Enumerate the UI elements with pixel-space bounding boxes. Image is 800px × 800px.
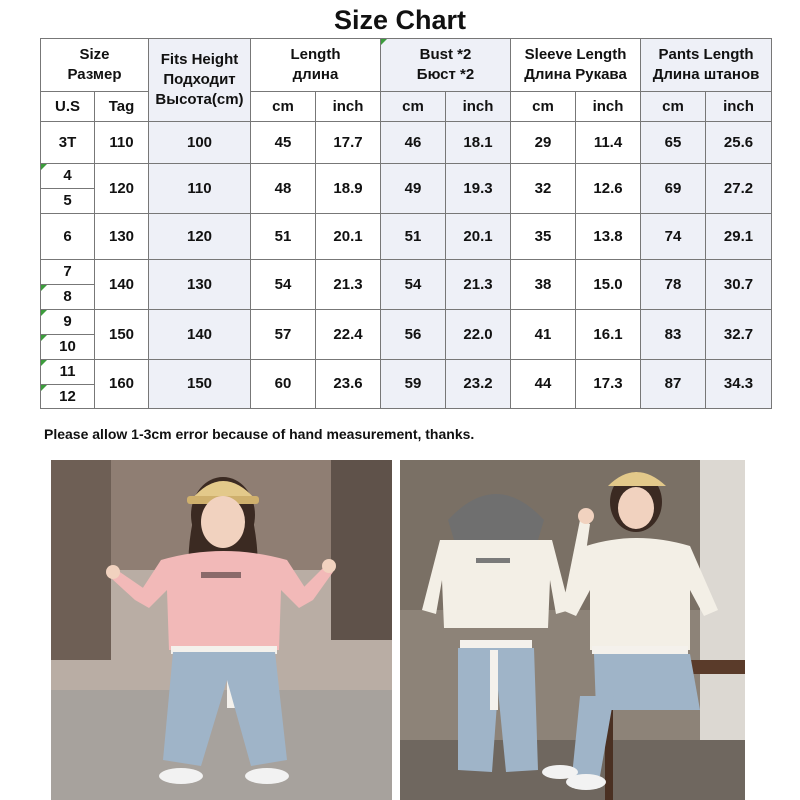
header-size-en: Size <box>79 46 110 63</box>
cell-length-cm: 51 <box>251 214 316 260</box>
header-pants-en: Pants Length <box>658 46 754 63</box>
header-sleeve <box>511 39 641 92</box>
header-sleeve-en: Sleeve Length <box>524 46 627 63</box>
cell-height: 100 <box>149 122 251 164</box>
header-fits-height-en: Fits Height <box>160 51 239 68</box>
table-row <box>41 214 772 260</box>
cell-pants-inch: 27.2 <box>706 164 772 214</box>
cell-marker <box>41 310 47 316</box>
page-title: Size Chart <box>333 5 467 35</box>
cell-height: 130 <box>149 260 251 310</box>
cell-us: 9 <box>41 310 95 335</box>
header-bust-ru: Бюст *2 <box>416 66 475 83</box>
cell-bust-inch: 19.3 <box>446 164 511 214</box>
header-pants-inch: inch <box>706 92 772 122</box>
cell-pants-cm: 83 <box>641 310 706 360</box>
cell-length-inch: 17.7 <box>316 122 381 164</box>
header-size-ru: Размер <box>67 66 122 83</box>
cell-tag: 120 <box>95 164 149 214</box>
header-size <box>41 39 149 92</box>
size-chart-table <box>40 38 772 409</box>
cell-bust-cm: 49 <box>381 164 446 214</box>
cell-marker <box>41 360 47 366</box>
cell-pants-inch: 25.6 <box>706 122 772 164</box>
cell-pants-inch: 32.7 <box>706 310 772 360</box>
table-row <box>41 164 772 189</box>
table-row <box>41 310 772 335</box>
cell-us: 4 <box>41 164 95 189</box>
cell-marker <box>41 385 47 391</box>
cell-us: 3T <box>41 122 95 164</box>
cell-height: 110 <box>149 164 251 214</box>
cell-length-cm: 54 <box>251 260 316 310</box>
cell-length-inch: 22.4 <box>316 310 381 360</box>
cell-bust-cm: 59 <box>381 360 446 409</box>
photo-white-hoodie-illustration <box>400 460 745 800</box>
header-sleeve-ru: Длина Рукава <box>524 66 627 83</box>
cell-length-cm: 48 <box>251 164 316 214</box>
header-fits-height-ru: Подходит <box>163 71 236 88</box>
cell-sleeve-cm: 35 <box>511 214 576 260</box>
cell-us: 12 <box>41 385 95 409</box>
cell-height: 140 <box>149 310 251 360</box>
cell-sleeve-inch: 12.6 <box>576 164 641 214</box>
cell-us: 5 <box>41 189 95 214</box>
cell-length-cm: 57 <box>251 310 316 360</box>
header-us: U.S <box>41 92 95 122</box>
cell-bust-inch: 22.0 <box>446 310 511 360</box>
cell-pants-inch: 34.3 <box>706 360 772 409</box>
photo-pink-hoodie-illustration <box>51 460 392 800</box>
cell-pants-cm: 74 <box>641 214 706 260</box>
cell-us: 11 <box>41 360 95 385</box>
cell-us: 10 <box>41 335 95 360</box>
product-photo-pink-hoodie <box>51 460 392 800</box>
header-pants-cm: cm <box>641 92 706 122</box>
cell-tag: 140 <box>95 260 149 310</box>
cell-marker <box>41 164 47 170</box>
cell-length-cm: 45 <box>251 122 316 164</box>
table-row <box>41 360 772 385</box>
cell-bust-inch: 21.3 <box>446 260 511 310</box>
cell-sleeve-cm: 32 <box>511 164 576 214</box>
cell-pants-cm: 69 <box>641 164 706 214</box>
cell-sleeve-cm: 38 <box>511 260 576 310</box>
header-sleeve-inch: inch <box>576 92 641 122</box>
header-length-cm: cm <box>251 92 316 122</box>
cell-bust-cm: 46 <box>381 122 446 164</box>
cell-sleeve-inch: 17.3 <box>576 360 641 409</box>
cell-bust-inch: 20.1 <box>446 214 511 260</box>
cell-tag: 130 <box>95 214 149 260</box>
cell-bust-cm: 51 <box>381 214 446 260</box>
header-length <box>251 39 381 92</box>
cell-bust-inch: 23.2 <box>446 360 511 409</box>
cell-sleeve-cm: 44 <box>511 360 576 409</box>
table-row <box>41 260 772 285</box>
header-bust-en: Bust *2 <box>419 46 472 63</box>
header-fits-height-ru-2: Высота(cm) <box>155 91 244 108</box>
cell-height: 120 <box>149 214 251 260</box>
cell-sleeve-inch: 16.1 <box>576 310 641 360</box>
product-photo-white-hoodie <box>400 460 745 800</box>
cell-sleeve-inch: 15.0 <box>576 260 641 310</box>
header-bust-cm: cm <box>381 92 446 122</box>
cell-sleeve-inch: 11.4 <box>576 122 641 164</box>
header-length-en: Length <box>290 46 341 63</box>
cell-tag: 160 <box>95 360 149 409</box>
header-bust <box>381 39 511 92</box>
header-pants <box>641 39 772 92</box>
cell-height: 150 <box>149 360 251 409</box>
cell-pants-cm: 65 <box>641 122 706 164</box>
cell-tag: 110 <box>95 122 149 164</box>
header-bust-inch: inch <box>446 92 511 122</box>
cell-sleeve-inch: 13.8 <box>576 214 641 260</box>
cell-length-cm: 60 <box>251 360 316 409</box>
cell-marker <box>381 39 387 45</box>
header-fits-height <box>149 39 251 122</box>
cell-length-inch: 21.3 <box>316 260 381 310</box>
cell-pants-cm: 87 <box>641 360 706 409</box>
cell-length-inch: 23.6 <box>316 360 381 409</box>
cell-marker <box>41 335 47 341</box>
cell-pants-inch: 29.1 <box>706 214 772 260</box>
cell-sleeve-cm: 41 <box>511 310 576 360</box>
table-row <box>41 122 772 164</box>
header-length-inch: inch <box>316 92 381 122</box>
header-length-ru: длина <box>292 66 339 83</box>
cell-bust-cm: 56 <box>381 310 446 360</box>
cell-marker <box>41 285 47 291</box>
cell-bust-inch: 18.1 <box>446 122 511 164</box>
cell-length-inch: 18.9 <box>316 164 381 214</box>
header-tag: Tag <box>95 92 149 122</box>
cell-pants-inch: 30.7 <box>706 260 772 310</box>
cell-length-inch: 20.1 <box>316 214 381 260</box>
cell-sleeve-cm: 29 <box>511 122 576 164</box>
cell-us: 6 <box>41 214 95 260</box>
cell-pants-cm: 78 <box>641 260 706 310</box>
cell-us: 8 <box>41 285 95 310</box>
cell-bust-cm: 54 <box>381 260 446 310</box>
measurement-note: Please allow 1-3cm error because of hand measurement, thanks. <box>44 426 475 442</box>
header-pants-ru: Длина штанов <box>652 66 760 83</box>
cell-tag: 150 <box>95 310 149 360</box>
header-sleeve-cm: cm <box>511 92 576 122</box>
cell-us: 7 <box>41 260 95 285</box>
